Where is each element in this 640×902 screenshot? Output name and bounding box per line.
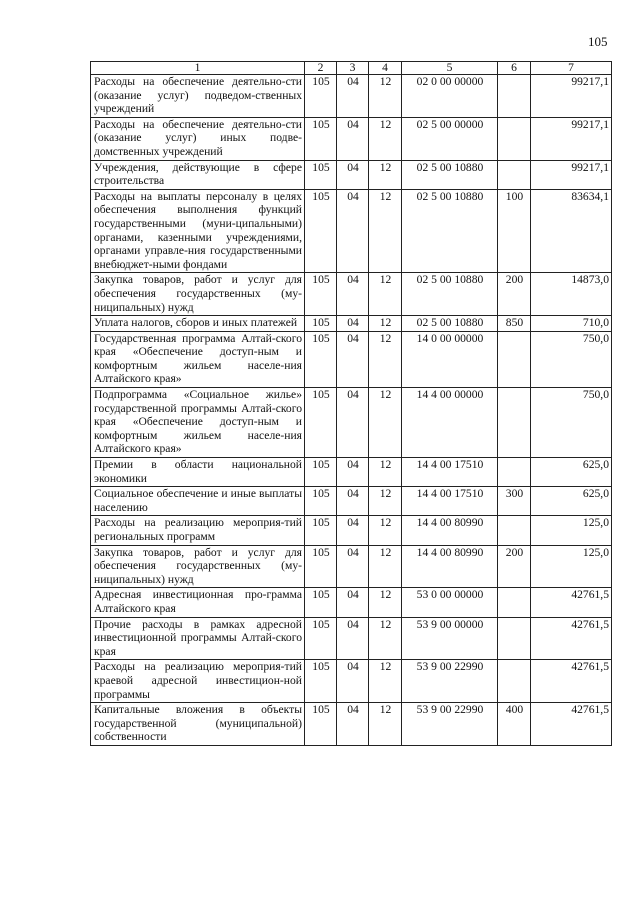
cell-column-7: 750,0 bbox=[531, 388, 612, 458]
cell-column-6 bbox=[498, 516, 531, 545]
cell-column-6: 200 bbox=[498, 273, 531, 316]
table-row bbox=[91, 189, 612, 273]
cell-column-5: 53 9 00 00000 bbox=[402, 617, 498, 660]
row-description: Расходы на реализацию мероприя-тий краевой адресной инвестицион-ной программы bbox=[91, 660, 305, 703]
cell-column-4: 12 bbox=[369, 588, 402, 617]
row-description: Закупка товаров, работ и услуг для обеспечения государственных (му-ниципальных) нужд bbox=[91, 545, 305, 588]
cell-column-7: 42761,5 bbox=[531, 617, 612, 660]
column-header: 2 bbox=[305, 62, 337, 75]
cell-column-4: 12 bbox=[369, 458, 402, 487]
cell-column-3: 04 bbox=[337, 545, 369, 588]
column-header: 5 bbox=[402, 62, 498, 75]
cell-column-3: 04 bbox=[337, 458, 369, 487]
cell-column-7: 99217,1 bbox=[531, 75, 612, 118]
cell-column-4: 12 bbox=[369, 388, 402, 458]
cell-column-4: 12 bbox=[369, 545, 402, 588]
cell-column-3: 04 bbox=[337, 75, 369, 118]
cell-column-2: 105 bbox=[305, 160, 337, 189]
table-row bbox=[91, 617, 612, 660]
table-row bbox=[91, 516, 612, 545]
cell-column-4: 12 bbox=[369, 617, 402, 660]
row-description: Учреждения, действующие в сфере строительства bbox=[91, 160, 305, 189]
cell-column-5: 02 5 00 10880 bbox=[402, 273, 498, 316]
cell-column-5: 02 5 00 10880 bbox=[402, 160, 498, 189]
cell-column-6 bbox=[498, 388, 531, 458]
cell-column-2: 105 bbox=[305, 617, 337, 660]
cell-column-2: 105 bbox=[305, 316, 337, 332]
cell-column-2: 105 bbox=[305, 660, 337, 703]
cell-column-3: 04 bbox=[337, 516, 369, 545]
cell-column-4: 12 bbox=[369, 160, 402, 189]
cell-column-3: 04 bbox=[337, 316, 369, 332]
page-number: 105 bbox=[588, 34, 608, 49]
row-description: Расходы на обеспечение деятельно-сти (оказание услуг) подведом-ственных учреждений bbox=[91, 75, 305, 118]
cell-column-5: 02 0 00 00000 bbox=[402, 75, 498, 118]
cell-column-2: 105 bbox=[305, 388, 337, 458]
cell-column-4: 12 bbox=[369, 703, 402, 746]
cell-column-2: 105 bbox=[305, 458, 337, 487]
table-row bbox=[91, 117, 612, 160]
cell-column-3: 04 bbox=[337, 588, 369, 617]
cell-column-3: 04 bbox=[337, 189, 369, 273]
row-description: Государственная программа Алтай-ского края «Обеспечение доступ-ным и комфортным жильем населе-ния Алтайского края» bbox=[91, 331, 305, 387]
cell-column-2: 105 bbox=[305, 75, 337, 118]
cell-column-4: 12 bbox=[369, 189, 402, 273]
cell-column-4: 12 bbox=[369, 487, 402, 516]
cell-column-4: 12 bbox=[369, 331, 402, 387]
cell-column-6: 100 bbox=[498, 189, 531, 273]
column-header: 7 bbox=[531, 62, 612, 75]
cell-column-5: 02 5 00 00000 bbox=[402, 117, 498, 160]
row-description: Социальное обеспечение и иные выплаты населению bbox=[91, 487, 305, 516]
table-row bbox=[91, 458, 612, 487]
row-description: Капитальные вложения в объекты государственной (муниципальной) собственности bbox=[91, 703, 305, 746]
cell-column-7: 625,0 bbox=[531, 458, 612, 487]
cell-column-7: 83634,1 bbox=[531, 189, 612, 273]
cell-column-5: 14 0 00 00000 bbox=[402, 331, 498, 387]
cell-column-5: 14 4 00 80990 bbox=[402, 516, 498, 545]
row-description: Расходы на обеспечение деятельно-сти (оказание услуг) иных подве-домственных учреждений bbox=[91, 117, 305, 160]
table-header-row bbox=[91, 62, 612, 75]
cell-column-5: 53 9 00 22990 bbox=[402, 703, 498, 746]
cell-column-5: 02 5 00 10880 bbox=[402, 316, 498, 332]
cell-column-6 bbox=[498, 660, 531, 703]
table-row bbox=[91, 703, 612, 746]
cell-column-3: 04 bbox=[337, 388, 369, 458]
cell-column-5: 02 5 00 10880 bbox=[402, 189, 498, 273]
cell-column-2: 105 bbox=[305, 117, 337, 160]
cell-column-3: 04 bbox=[337, 617, 369, 660]
cell-column-5: 14 4 00 80990 bbox=[402, 545, 498, 588]
row-description: Адресная инвестиционная про-грамма Алтайского края bbox=[91, 588, 305, 617]
cell-column-7: 710,0 bbox=[531, 316, 612, 332]
row-description: Расходы на реализацию мероприя-тий региональных программ bbox=[91, 516, 305, 545]
cell-column-6 bbox=[498, 160, 531, 189]
cell-column-3: 04 bbox=[337, 331, 369, 387]
cell-column-6: 400 bbox=[498, 703, 531, 746]
cell-column-2: 105 bbox=[305, 189, 337, 273]
row-description: Премии в области национальной экономики bbox=[91, 458, 305, 487]
cell-column-6 bbox=[498, 617, 531, 660]
cell-column-6: 200 bbox=[498, 545, 531, 588]
cell-column-6: 300 bbox=[498, 487, 531, 516]
table-row bbox=[91, 160, 612, 189]
cell-column-2: 105 bbox=[305, 273, 337, 316]
row-description: Расходы на выплаты персоналу в целях обеспечения выполнения функций государственными (муни-ципальными) органами, казенными учреждениями, органами управле-ния государственными внебюджет-ными фондами bbox=[91, 189, 305, 273]
table-row bbox=[91, 331, 612, 387]
table-row bbox=[91, 487, 612, 516]
cell-column-2: 105 bbox=[305, 516, 337, 545]
cell-column-3: 04 bbox=[337, 660, 369, 703]
cell-column-6 bbox=[498, 117, 531, 160]
cell-column-5: 53 0 00 00000 bbox=[402, 588, 498, 617]
table-row bbox=[91, 545, 612, 588]
column-header: 6 bbox=[498, 62, 531, 75]
cell-column-7: 99217,1 bbox=[531, 117, 612, 160]
cell-column-2: 105 bbox=[305, 703, 337, 746]
cell-column-6 bbox=[498, 331, 531, 387]
cell-column-2: 105 bbox=[305, 331, 337, 387]
cell-column-7: 42761,5 bbox=[531, 660, 612, 703]
table-row bbox=[91, 660, 612, 703]
cell-column-7: 14873,0 bbox=[531, 273, 612, 316]
cell-column-4: 12 bbox=[369, 117, 402, 160]
row-description: Подпрограмма «Социальное жилье» государственной программы Алтай-ского края «Обеспечение доступ-ным и комфортным жильем населе-ния Алтайского края» bbox=[91, 388, 305, 458]
cell-column-7: 125,0 bbox=[531, 516, 612, 545]
table-row bbox=[91, 316, 612, 332]
column-header: 4 bbox=[369, 62, 402, 75]
cell-column-4: 12 bbox=[369, 75, 402, 118]
cell-column-2: 105 bbox=[305, 588, 337, 617]
cell-column-7: 42761,5 bbox=[531, 588, 612, 617]
cell-column-5: 53 9 00 22990 bbox=[402, 660, 498, 703]
column-header: 3 bbox=[337, 62, 369, 75]
cell-column-7: 125,0 bbox=[531, 545, 612, 588]
table-row bbox=[91, 273, 612, 316]
cell-column-3: 04 bbox=[337, 703, 369, 746]
cell-column-3: 04 bbox=[337, 487, 369, 516]
cell-column-7: 99217,1 bbox=[531, 160, 612, 189]
column-header: 1 bbox=[91, 62, 305, 75]
cell-column-6: 850 bbox=[498, 316, 531, 332]
cell-column-6 bbox=[498, 458, 531, 487]
table-row bbox=[91, 388, 612, 458]
cell-column-5: 14 4 00 00000 bbox=[402, 388, 498, 458]
row-description: Закупка товаров, работ и услуг для обеспечения государственных (му-ниципальных) нужд bbox=[91, 273, 305, 316]
cell-column-3: 04 bbox=[337, 160, 369, 189]
cell-column-4: 12 bbox=[369, 316, 402, 332]
row-description: Прочие расходы в рамках адресной инвестиционной программы Алтай-ского края bbox=[91, 617, 305, 660]
cell-column-6 bbox=[498, 588, 531, 617]
cell-column-2: 105 bbox=[305, 487, 337, 516]
cell-column-7: 42761,5 bbox=[531, 703, 612, 746]
table-row bbox=[91, 588, 612, 617]
cell-column-5: 14 4 00 17510 bbox=[402, 487, 498, 516]
cell-column-4: 12 bbox=[369, 273, 402, 316]
cell-column-3: 04 bbox=[337, 273, 369, 316]
budget-table bbox=[90, 61, 612, 746]
cell-column-5: 14 4 00 17510 bbox=[402, 458, 498, 487]
cell-column-4: 12 bbox=[369, 516, 402, 545]
row-description: Уплата налогов, сборов и иных платежей bbox=[91, 316, 305, 332]
cell-column-6 bbox=[498, 75, 531, 118]
table-row bbox=[91, 75, 612, 118]
cell-column-7: 625,0 bbox=[531, 487, 612, 516]
cell-column-4: 12 bbox=[369, 660, 402, 703]
cell-column-2: 105 bbox=[305, 545, 337, 588]
cell-column-7: 750,0 bbox=[531, 331, 612, 387]
cell-column-3: 04 bbox=[337, 117, 369, 160]
